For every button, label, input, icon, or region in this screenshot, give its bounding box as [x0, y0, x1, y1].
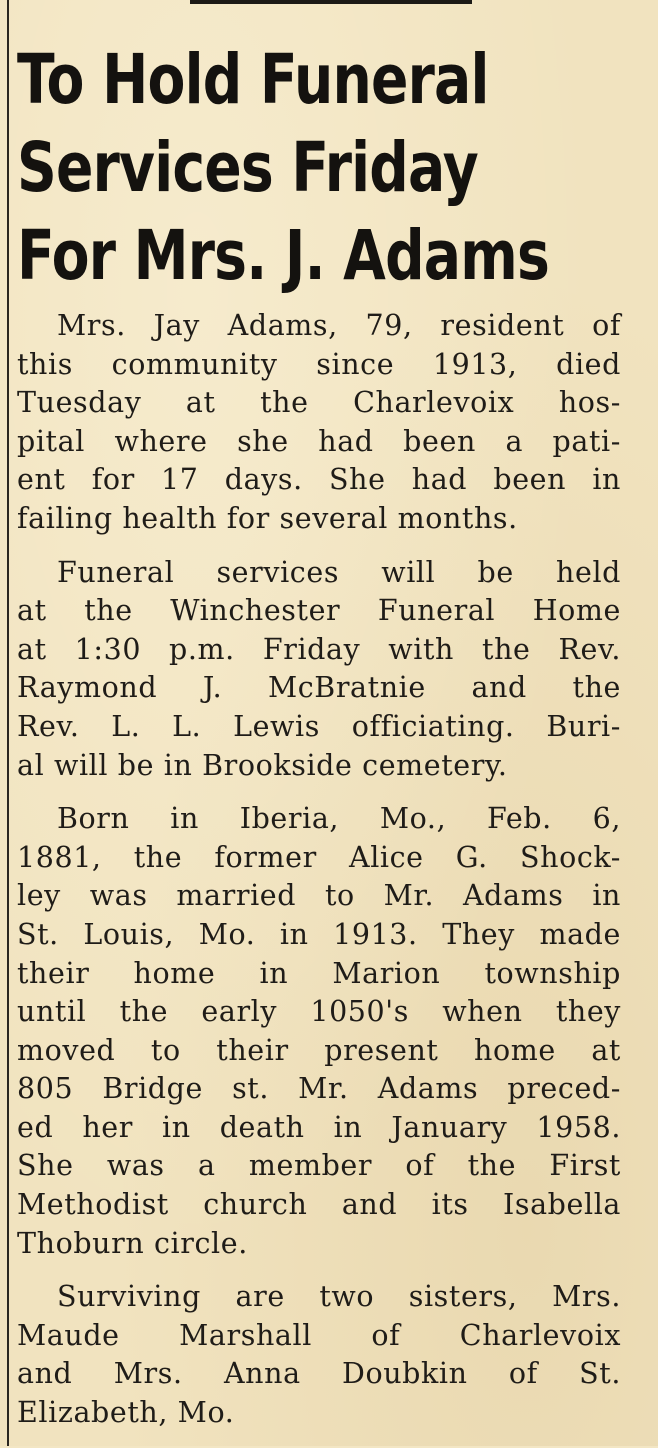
text-line: ley was married to Mr. Adams in	[17, 879, 621, 913]
text-line: moved to their present home at	[17, 1033, 621, 1067]
top-rule	[190, 0, 472, 4]
paragraph-death-notice	[17, 307, 621, 539]
text-line: 1881, the former Alice G. Shock-	[17, 840, 621, 874]
text-line: Rev. L. L. Lewis officiating. Buri-	[17, 709, 621, 743]
article-body	[17, 307, 621, 1448]
text-line: Elizabeth, Mo.	[17, 1396, 235, 1430]
text-line: 805 Bridge st. Mr. Adams preced-	[17, 1072, 621, 1106]
paragraph-funeral-services	[17, 554, 621, 786]
text-line: Mrs. Jay Adams, 79, resident of	[57, 309, 621, 342]
text-line: Methodist church and its Isabella	[17, 1188, 621, 1222]
text-line: this community since 1913, died	[17, 347, 621, 381]
headline-line: Services Friday	[17, 128, 478, 208]
text-line: She was a member of the First	[17, 1149, 621, 1183]
text-line: at the Winchester Funeral Home	[17, 594, 621, 628]
headline	[17, 36, 550, 300]
text-line: Raymond J. McBratnie and the	[17, 671, 621, 705]
text-line: Tuesday at the Charlevoix hos-	[17, 386, 621, 420]
text-line: Born in Iberia, Mo., Feb. 6,	[57, 802, 621, 836]
text-line: Maude Marshall of Charlevoix	[17, 1318, 621, 1352]
text-line: Thoburn circle.	[17, 1226, 248, 1260]
headline-line: For Mrs. J. Adams	[17, 216, 550, 296]
paragraph-biography	[17, 800, 621, 1263]
text-line: until the early 1050's when they	[17, 995, 621, 1029]
text-line: Surviving are two sisters, Mrs.	[57, 1280, 621, 1314]
text-line: at 1:30 p.m. Friday with the Rev.	[17, 632, 621, 666]
text-line: al will be in Brookside cemetery.	[17, 748, 508, 782]
column-rule	[7, 0, 9, 1446]
headline-line: To Hold Funeral	[17, 40, 489, 120]
text-line: ed her in death in January 1958.	[17, 1110, 621, 1144]
text-line: their home in Marion township	[17, 956, 621, 990]
text-line: pital where she had been a pati-	[17, 424, 621, 458]
text-line: failing health for several months.	[17, 501, 518, 535]
text-line: and Mrs. Anna Doubkin of St.	[17, 1357, 621, 1391]
text-line: ent for 17 days. She had been in	[17, 463, 621, 497]
paragraph-survivors	[17, 1278, 621, 1432]
text-line: Funeral services will be held	[57, 555, 621, 589]
text-line: St. Louis, Mo. in 1913. They made	[17, 917, 621, 951]
